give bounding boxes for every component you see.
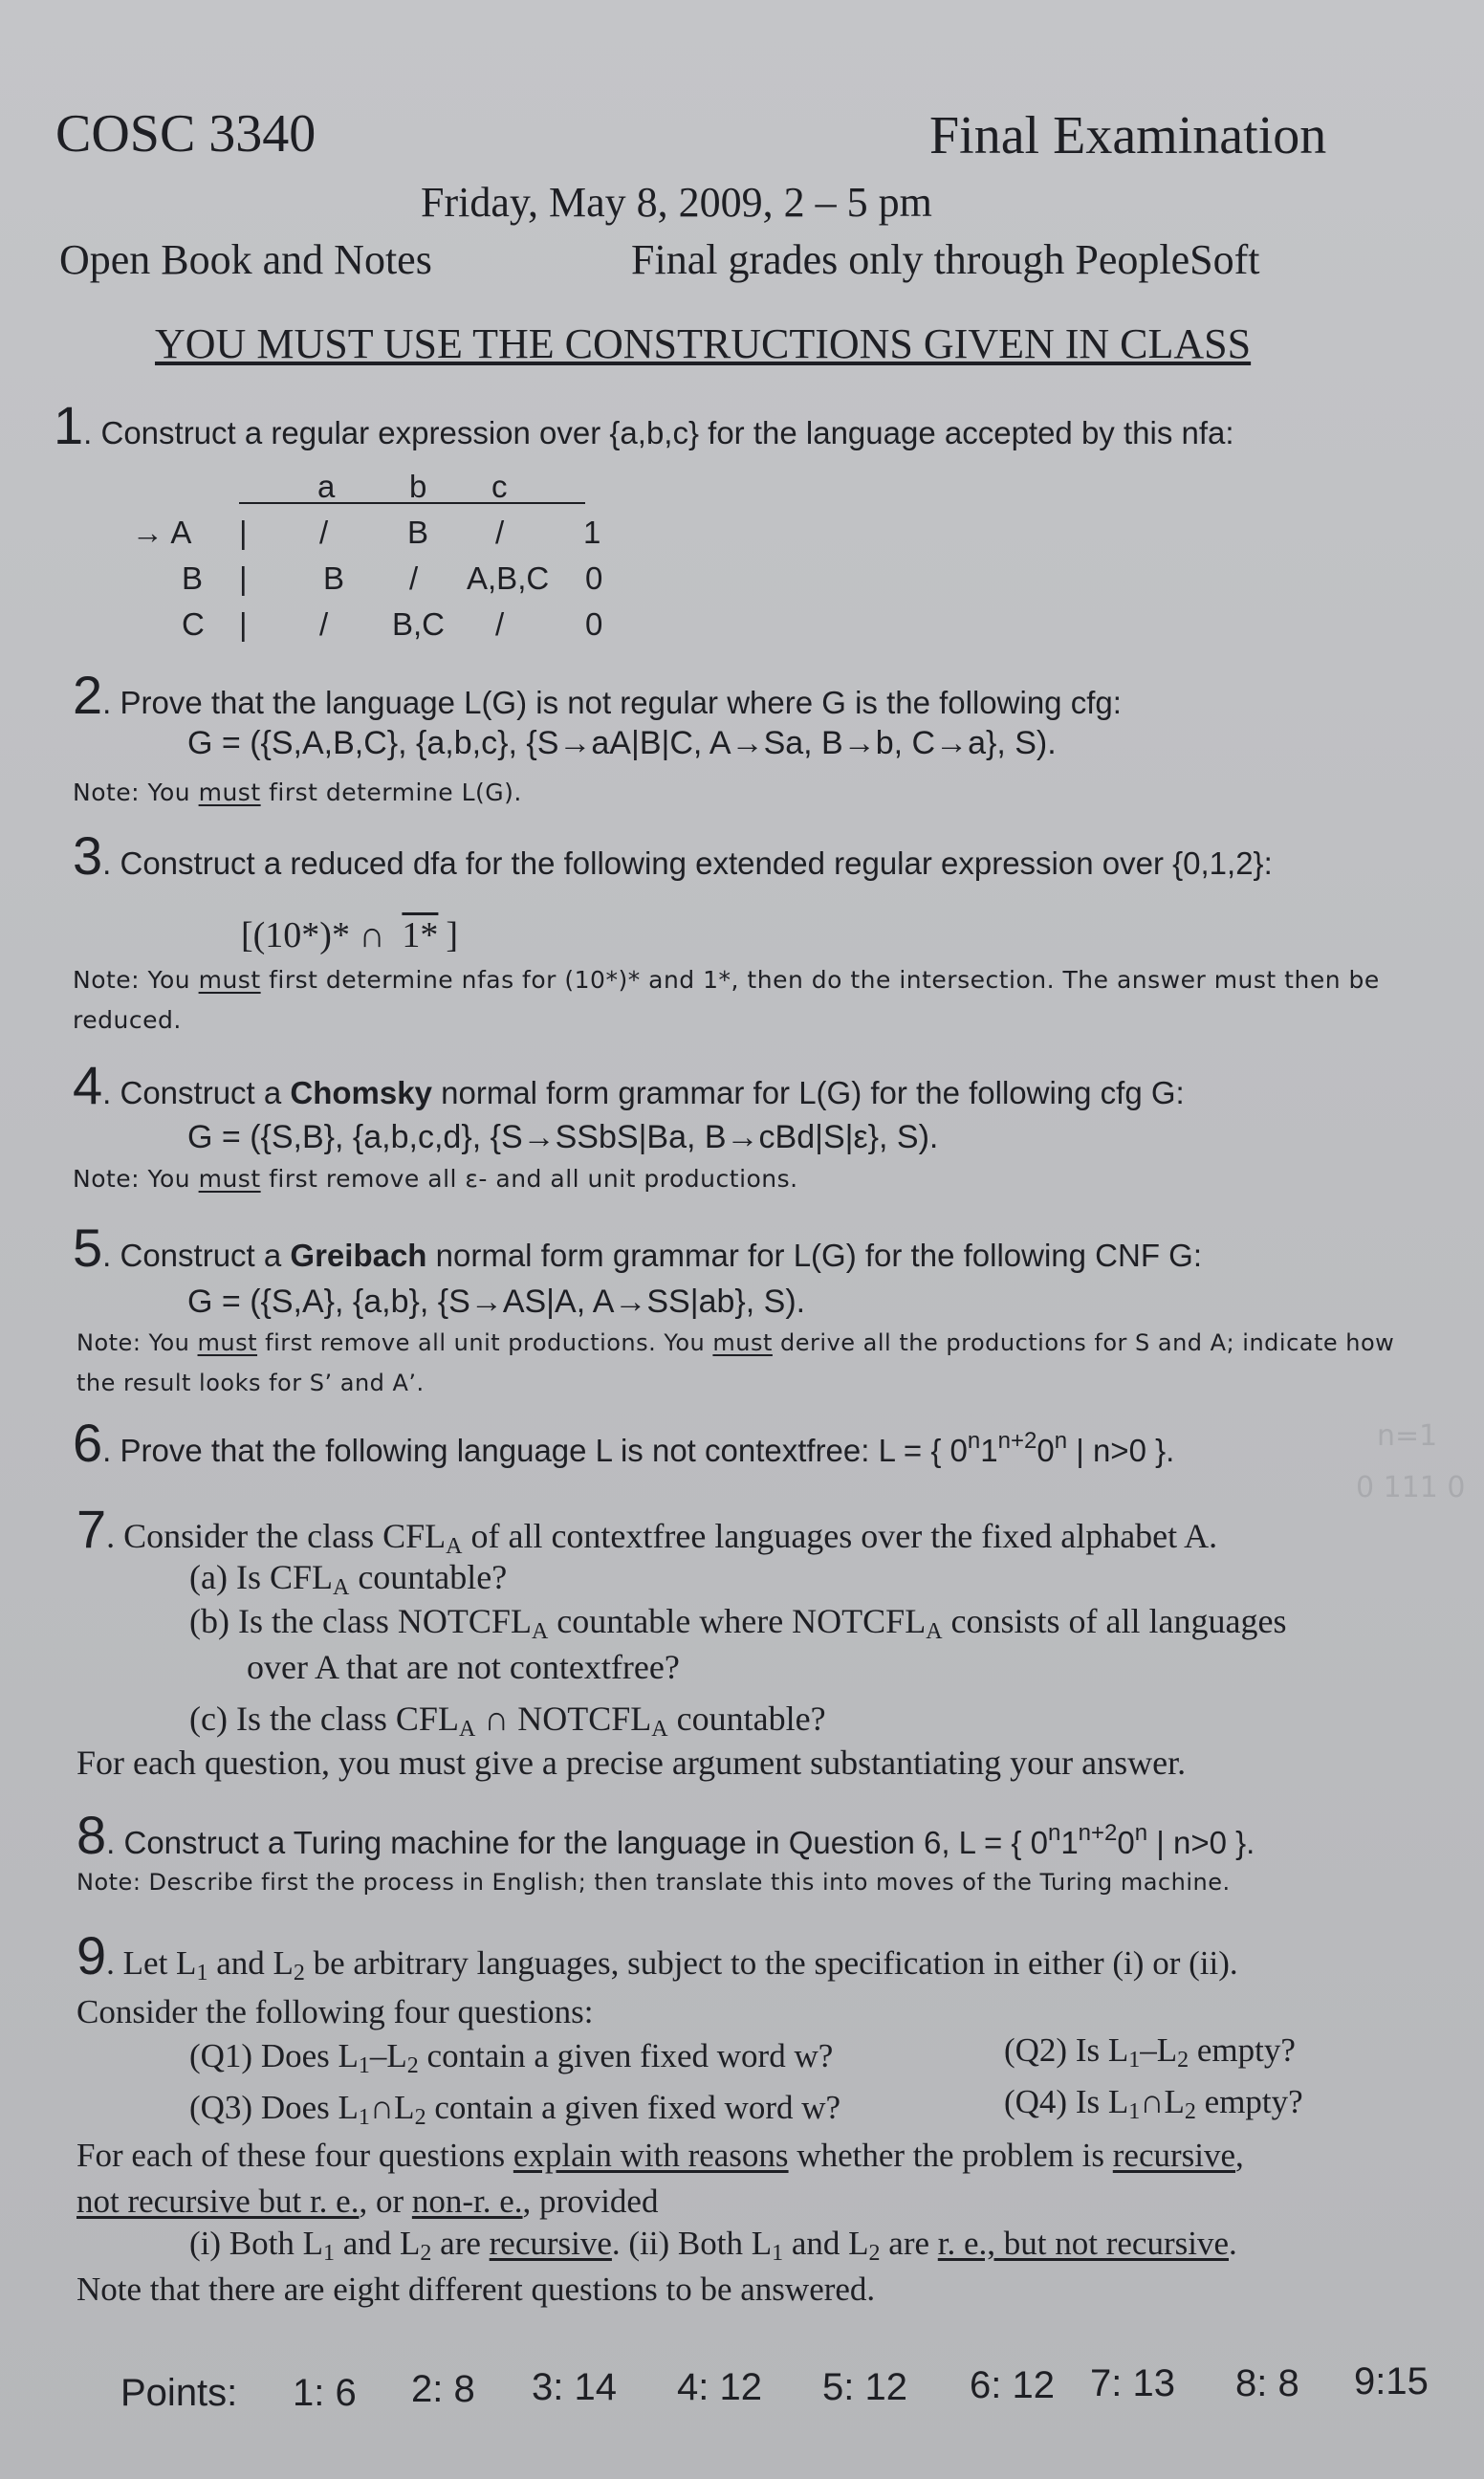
cell-C-b: B,C xyxy=(392,606,446,642)
note-q5-line2: the result looks for S’ and A’. xyxy=(76,1370,425,1396)
q9-Q4 xyxy=(1004,2083,1303,2125)
exam-date: Friday, May 8, 2009, 2 – 5 pm xyxy=(421,179,932,226)
question-keyword: Chomsky xyxy=(290,1075,432,1110)
row-bar: | xyxy=(239,515,248,550)
q9-Q2 xyxy=(1004,2031,1296,2073)
text: countable? xyxy=(667,1700,826,1738)
cell-A-b: B xyxy=(407,515,429,550)
underlined-text: not recursive but r. e. xyxy=(76,2183,360,2220)
text: (Q4) Is L xyxy=(1004,2083,1129,2120)
note-q3 xyxy=(73,966,1380,994)
col-c: c xyxy=(491,469,508,504)
text: be arbitrary languages, subject to the specification in either (i) or (ii). xyxy=(304,1944,1238,1982)
text: , xyxy=(1235,2137,1244,2174)
text: consists of all languages xyxy=(942,1602,1287,1640)
note-text: Note: You xyxy=(73,779,199,806)
exponent: n xyxy=(967,1428,981,1454)
cell-A-c: / xyxy=(495,515,505,550)
symbol: 1 xyxy=(1060,1825,1079,1860)
subscript: 2 xyxy=(293,1961,305,1985)
expr-complement: 1* xyxy=(402,915,439,955)
points-item: 3: 14 xyxy=(532,2366,617,2408)
note-text: first determine nfas for (10*)* and 1*, then do the intersection. The answer must then be xyxy=(260,966,1380,994)
cell-B-c: A,B,C xyxy=(467,560,550,596)
text: are xyxy=(880,2225,938,2262)
course-code: COSC 3340 xyxy=(55,104,316,164)
question-text: . Prove that the following language L is not contextfree: L = { 0 xyxy=(102,1433,968,1468)
text: (i) Both L xyxy=(189,2225,323,2262)
q9-cases xyxy=(189,2225,1237,2267)
note-text: Note: You xyxy=(73,1165,199,1193)
subscript: 1 xyxy=(196,1961,208,1985)
question-number: 3 xyxy=(73,825,103,886)
text: and L xyxy=(207,1944,294,1982)
row-bar: | xyxy=(239,560,248,596)
text: (c) Is the class CFL xyxy=(189,1700,459,1738)
note-q4 xyxy=(73,1165,798,1193)
text: , or xyxy=(359,2183,412,2220)
note-text: derive all the productions for S and A; indicate how xyxy=(772,1329,1395,1356)
note-must: must xyxy=(198,1165,261,1193)
text: (Q1) Does L xyxy=(189,2037,359,2074)
note-q3-line2: reduced. xyxy=(73,1006,182,1034)
note-text: first remove all unit productions. You xyxy=(257,1329,713,1356)
text: (Q3) Does L xyxy=(189,2089,359,2126)
underlined-text: explain with reasons xyxy=(513,2137,789,2174)
exponent: n+2 xyxy=(997,1428,1037,1454)
exponent: n xyxy=(1134,1820,1148,1846)
text: and L xyxy=(783,2225,869,2262)
question-text: of all contextfree languages over the fixed alphabet A. xyxy=(462,1517,1218,1555)
cell-C-c: / xyxy=(495,606,505,642)
note-must: must xyxy=(198,779,261,806)
text: ∩L xyxy=(369,2089,415,2126)
grades-note: Final grades only through PeopleSoft xyxy=(631,236,1260,283)
note-must: must xyxy=(712,1329,773,1356)
open-book-note: Open Book and Notes xyxy=(59,236,432,283)
question-number: 1 xyxy=(54,395,84,455)
text: –L xyxy=(369,2037,407,2074)
state-B: B xyxy=(182,560,204,596)
question-text: . Prove that the language L(G) is not regular where G is the following cfg: xyxy=(102,685,1122,720)
question-9 xyxy=(76,1924,1238,1986)
text: ∩L xyxy=(1140,2083,1185,2120)
text: contain a given fixed word w? xyxy=(426,2089,841,2126)
expr-part: [(10*)* ∩ xyxy=(241,915,395,955)
q9-last: Note that there are eight different questions to be answered. xyxy=(76,2271,876,2308)
q7-part-b xyxy=(189,1601,1286,1645)
subscript: A xyxy=(446,1534,463,1559)
question-number: 9 xyxy=(76,1925,107,1985)
subscript: 1 xyxy=(1128,2048,1141,2073)
col-a: a xyxy=(317,469,336,504)
points-item: 8: 8 xyxy=(1235,2362,1299,2404)
text: empty? xyxy=(1195,2083,1303,2120)
constructions-banner: YOU MUST USE THE CONSTRUCTIONS GIVEN IN CLASS xyxy=(155,320,1252,367)
note-must: must xyxy=(197,1329,258,1356)
subscript: 2 xyxy=(868,2241,881,2266)
q7-closing: For each question, you must give a precise argument substantiating your answer. xyxy=(76,1744,1187,1782)
note-text: first determine L(G). xyxy=(260,779,522,806)
question-6 xyxy=(73,1412,1174,1474)
state-A: → A xyxy=(132,515,192,550)
grammar-q5: G = ({S,A}, {a,b}, {S→AS|A, A→SS|ab}, S). xyxy=(187,1283,806,1320)
question-text: | n>0 }. xyxy=(1147,1825,1255,1860)
symbol: 1 xyxy=(980,1433,998,1468)
points-item: 6: 12 xyxy=(970,2364,1055,2406)
note-must: must xyxy=(198,966,261,994)
question-number: 6 xyxy=(73,1413,103,1473)
text: (a) Is CFL xyxy=(189,1558,333,1596)
question-5 xyxy=(73,1217,1202,1279)
q7-part-a xyxy=(189,1557,507,1601)
points-item: 4: 12 xyxy=(677,2366,762,2408)
final-C: 0 xyxy=(585,606,603,642)
points-item: 5: 12 xyxy=(822,2366,907,2408)
text: , provided xyxy=(522,2183,659,2220)
subscript: 2 xyxy=(420,2241,432,2266)
subscript: 1 xyxy=(358,2053,370,2078)
q9-Q1 xyxy=(189,2037,833,2079)
cell-B-b: / xyxy=(409,560,419,596)
text: contain a given fixed word w? xyxy=(418,2037,834,2074)
subscript: 1 xyxy=(358,2105,370,2130)
text: –L xyxy=(1140,2031,1178,2069)
question-number: 7 xyxy=(76,1499,107,1559)
question-text: . Construct a regular expression over {a,b,c} for the language accepted by this nfa: xyxy=(83,415,1234,450)
underlined-text: recursive xyxy=(1112,2137,1236,2174)
subscript: 1 xyxy=(772,2241,784,2266)
points-item: 9:15 xyxy=(1354,2360,1429,2402)
final-A: 1 xyxy=(583,515,601,550)
note-q5 xyxy=(76,1329,1394,1356)
question-number: 2 xyxy=(73,665,103,725)
question-text: . Construct a Turing machine for the language in Question 6, L = { 0 xyxy=(106,1825,1048,1860)
points-item: 2: 8 xyxy=(411,2368,475,2410)
question-text: | n>0 }. xyxy=(1067,1433,1175,1468)
note-text: first remove all ε- and all unit productions. xyxy=(260,1165,798,1193)
question-7 xyxy=(76,1498,1217,1560)
symbol: 0 xyxy=(1117,1825,1135,1860)
subscript: A xyxy=(926,1619,943,1644)
question-text: . Construct a xyxy=(102,1075,291,1110)
exponent: n xyxy=(1047,1820,1061,1846)
text: (Q2) Is L xyxy=(1004,2031,1129,2069)
subscript: 2 xyxy=(406,2053,419,2078)
handwritten-note: n=1 xyxy=(1377,1419,1438,1453)
question-1 xyxy=(54,394,1234,456)
question-text: . Construct a reduced dfa for the following extended regular expression over {0,1,2}: xyxy=(102,845,1273,881)
exam-title: Final Examination xyxy=(929,106,1327,165)
q9-Q3 xyxy=(189,2089,840,2131)
text: countable? xyxy=(349,1558,508,1596)
question-text: . Construct a xyxy=(102,1238,291,1273)
q9-for-each xyxy=(76,2137,1244,2175)
question-3 xyxy=(73,824,1273,887)
final-B: 0 xyxy=(585,560,603,596)
text: and L xyxy=(334,2225,421,2262)
row-bar: | xyxy=(239,606,248,642)
note-q2 xyxy=(73,779,522,806)
question-number: 5 xyxy=(73,1218,103,1278)
subscript: A xyxy=(332,1575,350,1600)
state-C: C xyxy=(182,606,205,642)
subscript: 1 xyxy=(1128,2099,1141,2124)
underlined-text: non-r. e. xyxy=(411,2183,523,2220)
question-keyword: Greibach xyxy=(290,1238,427,1273)
note-q8: Note: Describe first the process in English; then translate this into moves of the Turing machine. xyxy=(76,1869,1231,1896)
text: (b) Is the class NOTCFL xyxy=(189,1602,532,1640)
points-item: 7: 13 xyxy=(1090,2362,1175,2404)
subscript: 2 xyxy=(1177,2048,1189,2073)
q7-part-c xyxy=(189,1699,826,1743)
note-text: Note: You xyxy=(76,1329,198,1356)
cell-A-a: / xyxy=(319,515,329,550)
expr-part: ] xyxy=(446,915,459,955)
subscript: A xyxy=(651,1717,668,1742)
underlined-text: recursive xyxy=(489,2225,612,2262)
question-2 xyxy=(73,664,1122,726)
subscript: 2 xyxy=(1184,2099,1196,2124)
text: . (ii) Both L xyxy=(611,2225,773,2262)
question-text: normal form grammar for L(G) for the following cfg G: xyxy=(431,1075,1185,1110)
grammar-q2: G = ({S,A,B,C}, {a,b,c}, {S→aA|B|C, A→Sa, B→b, C→a}, S). xyxy=(187,725,1057,761)
text: . xyxy=(1229,2225,1237,2262)
text: countable where NOTCFL xyxy=(548,1602,927,1640)
col-b: b xyxy=(409,469,427,504)
question-text: normal form grammar for L(G) for the following CNF G: xyxy=(426,1238,1202,1273)
question-number: 8 xyxy=(76,1805,107,1865)
points-label: Points: xyxy=(120,2372,238,2414)
subscript: A xyxy=(458,1717,476,1742)
underlined-text: r. e., but not recursive xyxy=(937,2225,1229,2262)
subscript: 2 xyxy=(414,2105,426,2130)
exponent: n xyxy=(1054,1428,1068,1454)
grammar-q4: G = ({S,B}, {a,b,c,d}, {S→SSbS|Ba, B→cBd|S|ε}, S). xyxy=(187,1119,939,1155)
text: ∩ NOTCFL xyxy=(475,1700,652,1738)
handwritten-note: 0 111 0 xyxy=(1356,1471,1466,1504)
question-8 xyxy=(76,1804,1255,1866)
points-item: 1: 6 xyxy=(293,2372,357,2414)
text: . Let L xyxy=(106,1944,197,1982)
question-text: . Consider the class CFL xyxy=(106,1517,447,1555)
question-4 xyxy=(73,1054,1185,1116)
text: For each of these four questions xyxy=(76,2137,513,2174)
text: empty? xyxy=(1189,2031,1296,2069)
q7-part-b-line2: over A that are not contextfree? xyxy=(247,1648,680,1686)
q9-options xyxy=(76,2183,658,2221)
symbol: 0 xyxy=(1037,1433,1055,1468)
q9-line2: Consider the following four questions: xyxy=(76,1993,594,2030)
subscript: 1 xyxy=(322,2241,335,2266)
expression-q3 xyxy=(241,914,458,956)
cell-B-a: B xyxy=(323,560,345,596)
text: are xyxy=(431,2225,490,2262)
text: whether the problem is xyxy=(788,2137,1113,2174)
exponent: n+2 xyxy=(1078,1820,1118,1846)
cell-C-a: / xyxy=(319,606,329,642)
note-text: Note: You xyxy=(73,966,199,994)
question-number: 4 xyxy=(73,1055,103,1115)
subscript: A xyxy=(531,1619,549,1644)
